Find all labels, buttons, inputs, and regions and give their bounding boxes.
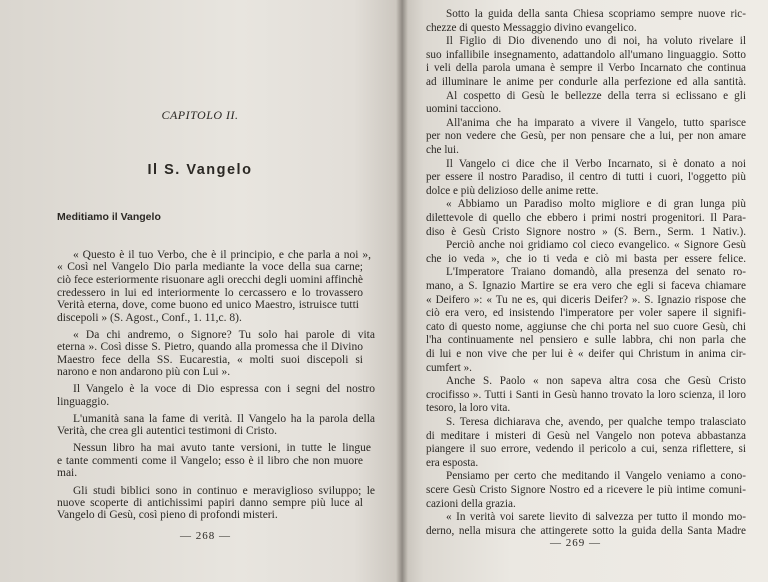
right-page (402, 0, 768, 582)
body-line: di lui e non vive che per lui è « deifer qui Christum in anima cir- (426, 348, 746, 360)
body-line: per non vedere che Gesù, per non pensare che a lui, per non amare (426, 130, 746, 143)
body-line: « Deifero »: « Tu ne es, qui diceris Deifer? ». S. Ignazio rispose che (426, 293, 746, 306)
body-line: Nessun libro ha mai avuto tante versioni, in tutte le lingue (73, 442, 371, 454)
body-line: mano, a S. Ignazio Martire se era vero che egli si faceva chiamare (426, 280, 746, 292)
body-line: piangere il suo errore, vedendo il pericolo a cui, senza riflettere, si (426, 443, 746, 456)
chapter-heading: CAPITOLO II. (161, 108, 239, 122)
body-line: « In verità voi sarete lievito di salvezza per tutto il mondo mo- (446, 511, 746, 524)
body-line: Al cospetto di Gesù le bellezze della terra si eclissano e gli (446, 89, 746, 102)
body-line: che lui. (426, 144, 459, 156)
body-line: dolce e più delizioso delle anime rette. (426, 184, 599, 197)
body-line: Anche S. Paolo « non sapeva altra cosa che Gesù Cristo (446, 375, 746, 388)
body-line: Perciò anche noi gridiamo col cieco evangelico. « Signore Gesù (446, 239, 746, 252)
body-line: Sotto la guida della santa Chiesa scopriamo sempre nuove ric- (446, 8, 746, 20)
body-line: derno, nella misura che attingerete sotto la guida della Santa Madre (426, 524, 746, 537)
body-line: cato di questo nome, aggiunse che chi porta nel suo cuore Gesù, chi (426, 320, 746, 333)
body-line: eterna ». Così disse S. Pietro, quando alla promessa che il Divino (57, 341, 363, 353)
body-line: L'Imperatore Traiano domandò, alla presenza del senato ro- (446, 266, 746, 279)
body-line: suo infallibile insegnamento, adattandolo all'umano linguaggio. Sotto (426, 48, 746, 61)
chapter-title: Il S. Vangelo (147, 162, 253, 178)
body-line: diso è Gesù Cristo Signore nostro » (S. Bern., Serm. 1 Nativ.). (426, 225, 746, 238)
body-line: Verità, che crea gli autentici testimoni di Cristo. (57, 425, 278, 437)
body-line: nuove scoperte di antichissimi papiri danno sempre più luce al (57, 497, 363, 509)
body-line: « Da chi andremo, o Signore? Tu solo hai parole di vita (73, 329, 375, 341)
body-line: dilettevole di quello che ebbero i primi nostri progenitori. Il Para- (426, 212, 746, 224)
body-line: ad illuminare le anime per condurle alla perfezione ed alla santità. (426, 76, 746, 88)
body-line: Maestro fece della SS. Eucarestia, « molti suoi discepoli si (57, 354, 363, 366)
body-line: « Così nel Vangelo Dio parla mediante la voce della sua carne; (57, 261, 363, 273)
page-number-left: — 268 — (180, 530, 231, 542)
body-line: Il Vangelo è la voce di Dio espressa con i segni del nostro (73, 383, 375, 395)
body-line: ciò era vero, ed insistendo l'imperatore per voler sapere il signifi- (426, 307, 746, 320)
body-line: L'umanità sana la fame di verità. Il Vangelo ha la parola della (73, 413, 375, 425)
body-line: crocifisso ». Tutti i Santi in Gesù hanno trovato la loro scienza, il loro (426, 388, 746, 401)
book-gutter (396, 0, 408, 582)
body-line: chezze di questo Messaggio divino evangelico. (426, 21, 637, 34)
section-subheading: Meditiamo il Vangelo (57, 211, 161, 223)
body-line: per essere il nostro Paradiso, il centro di tutti i cuori, l'oggetto più (426, 171, 746, 184)
body-line: « Abbiamo un Paradiso molto migliore e di gran lunga più (446, 198, 746, 211)
body-line: che io veda », che io ti veda e ciò mi basta per essere felice. (426, 252, 746, 265)
body-line: credessero in lui ed interiormente lo cercassero e lo trovassero (57, 287, 363, 299)
body-line: era esposta. (426, 456, 479, 469)
body-line: Il Figlio di Dio divenendo uno di noi, ha voluto rivelare il (446, 35, 746, 48)
body-line: Vangelo di Gesù, così pieno di profondi misteri. (57, 509, 278, 521)
body-line: linguaggio. (57, 396, 110, 408)
body-line: di meditare i misteri di Gesù nel Vangelo non poteva abbastanza (426, 429, 746, 442)
page-number-right: — 269 — (550, 537, 601, 549)
body-line: Verità eterna, dove, come buono ed unico Maestro, istruisce tutti (57, 299, 359, 311)
body-line: Pensiamo per certo che meditando il Vangelo veniamo a cono- (446, 470, 746, 483)
body-line: cazioni della grazia. (426, 497, 516, 510)
body-line: narono e non andarono più con Lui ». (57, 366, 231, 378)
body-line: ciò fece esteriormente risuonare agli orecchi degli uomini affinchè (57, 274, 363, 286)
body-line: tesoro, la loro vita. (426, 402, 511, 415)
body-line: uomini tacciono. (426, 103, 502, 116)
body-line: « Questo è il tuo Verbo, che è il principio, e che parla a noi », (73, 249, 371, 261)
body-line: discepoli » (S. Agost., Conf., 1. 11,c. 8). (57, 312, 242, 324)
body-line: S. Teresa dichiarava che, avendo, per qualche tempo tralasciato (446, 416, 746, 428)
body-line: cumfert ». (426, 361, 472, 374)
body-line: i veli della parola umana è sempre il Verbo Incarnato che continua (426, 62, 746, 75)
body-line: Il Vangelo ci dice che il Verbo Incarnato, si è donato a noi (446, 157, 746, 170)
body-line: scere Gesù Cristo Signore Nostro ed a ricevere le più intime comuni- (426, 484, 746, 496)
body-line: All'anima che ha imparato a vivere il Vangelo, tutto sparisce (446, 116, 746, 129)
body-line: l'ha continuamente nel pensiero e sulle labbra, chi non parla che (426, 334, 746, 347)
body-line: Gli studi biblici sono in continuo e meraviglioso sviluppo; le (73, 485, 375, 497)
body-line: mai. (57, 467, 78, 479)
body-line: e tante commenti come il Vangelo; esso è il libro che non muore (57, 455, 363, 467)
